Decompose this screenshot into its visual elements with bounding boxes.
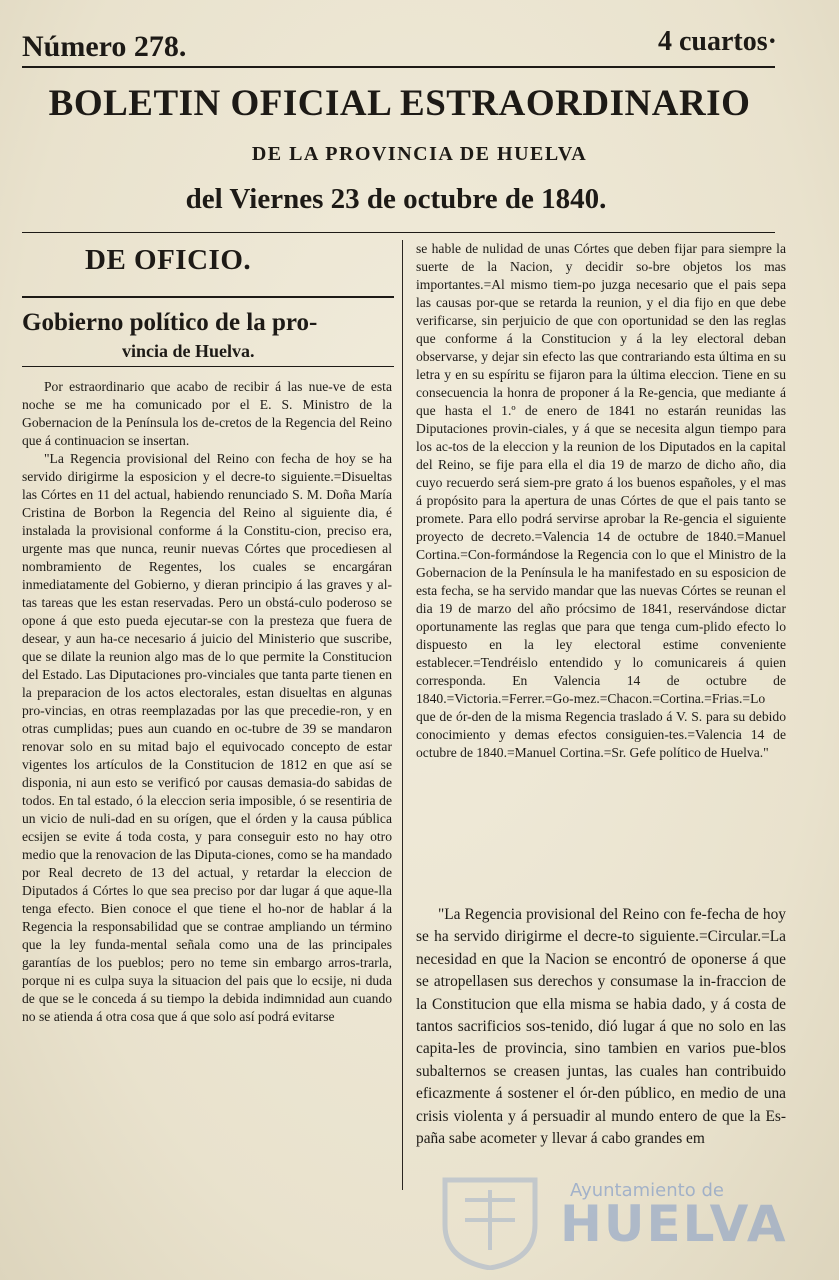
column-divider	[402, 240, 403, 1190]
right-column-second-article	[416, 904, 786, 1150]
newspaper-title: BOLETIN OFICIAL ESTRAORDINARIO	[48, 83, 751, 124]
article-title	[22, 308, 392, 366]
paragraph: "La Regencia provisional del Reino con fecha de hoy se ha servido dirigirme la esposicion y el decre-to siguiente.=Disueltas las Córtes en 11 del actual, habiendo renunciado S. M. Doña María Cristina de Borbon la Regencia del Reino al siguiente dia, é instalada la provisional conforme á la Constitu-cion, preciso era, urgente mas que nunca, reunir nuevas Córtes que procediesen al nombramiento de Regentes, los cuales se encargáran inmediatamente del Gobierno, y dieran principio á las graves y al-tas tareas que les estan reservadas. Pero un obstá-culo poderoso se opone á que esto pueda ejecutar-se con la presteza que fuera de desear, y aun ha-ce necesario á juicio del Ministerio que suscribe, que se dilate la reunion algo mas de lo que permite la Constitucion del Estado. Las Diputaciones pro-vinciales que tanta parte tienen en la preparacion de los actos electorales, estan disueltas en algunas pro-vincias, en otras reemplazadas por las que precedie-ron, y en otras cumplidas; pues aun cuando en oc-tubre de 39 se mandaron renovar solo en su mitad bajo el equivocado concepto de estar vigentes los artículos de la Constitucion de 1812 en que así se disponia, ni aun esto se verificó por causas demasia-do sabidas de todos. En tal estado, ó la eleccion seria imposible, ó se resentiria de un vicio de nuli-dad en su orígen, que el órden y la causa pública ecsijen se evite á toda costa, y para conseguir esto no hay otro medio que la renovacion de las Diputa-ciones, como se ha mandado por Real decreto de 13 del actual, y retardar la eleccion de Diputados á Córtes lo que sea preciso por dar lugar á que aque-lla tenga efecto. Bien conoce el que tiene el ho-nor de hablar á la Regencia la responsabilidad que se contrae ampliando un término que la ley funda-mental señala como una de las principales garantías de los pueblos; pero no teme sin embargo arros-trarla, porque ni es culpa suya la situacion del pais que lo ecsije, ni duda de que se le conceda á su tiempo la debida indimnidad aun cuando no se atienda á otra cosa que á que solo así podrá evitarse	[22, 451, 392, 1024]
watermark-line2: HUELVA	[560, 1195, 788, 1253]
article-title-line2: vincia de Huelva.	[122, 341, 255, 361]
right-column-text	[416, 240, 786, 762]
article-title-line1: Gobierno político de la pro-	[22, 309, 318, 336]
issue-date: del Viernes 23 de octubre de 1840.	[185, 183, 607, 215]
section-heading: DE OFICIO.	[85, 244, 252, 276]
paragraph: se hable de nulidad de unas Córtes que deben fijar para siempre la suerte de la Nacion, y decidir so-bre objetos los mas importantes.=Al mismo tiem-po juzga necesario que el pais sepa las causas por-que se retarda la reunion, y el dia fijo en que debe verificarse, sin perjuicio de que con oportunidad se den las reglas que conforme á la Constitucion y á la ley electoral deban observarse, y dejar sin efecto las que contrariando esta última en su letra y en su espíritu se fijaron para la última eleccion. Tiene en su consecuencia la honra de proponer á la Re-gencia, que mediante á que hasta el 1.º de enero de 1841 no estarán reunidas las Diputaciones provin-ciales, y á que se necesita algun tiempo para los ac-tos de la eleccion y la reunion de los Diputados en la capital del Reino, se fije para ella el dia 19 de marzo de dicho año, dia cuyo recuerdo será siem-pre grato á los buenos españoles, y el mas á propósito para la apertura de unas Córtes de que el pais tanto se promete. Para ello podrá servirse aprobar la Re-gencia el siguiente proyecto de decreto.=Valencia 14 de octubre de 1840.=Manuel Cortina.=Con-formándose la Regencia con lo que el Ministro de la Gobernacion de la Península le ha manifestado en su esposicion de esta fecha, se ha servido mandar que las nuevas Córtes se reunan el dia 19 de marzo del año prócsimo de 1841, reservándose dictar oportunamente las reglas que para que tenga cum-plido efecto lo dispuesto en la ley electoral estime conveniente establecer.=Tendréislo entendido y lo comunicareis á quien corresponda. En Valencia 14 de octubre de 1840.=Victoria.=Ferrer.=Go-mez.=Chacon.=Cortina.=Frias.=Lo que de ór-den de la misma Regencia traslado á V. S. para su debido conocimiento y demas efectos consiguien-tes.=Valencia 14 de octubre de 1840.=Manuel Cortina.=Sr. Gefe político de Huelva."	[416, 241, 786, 760]
issue-number: Número 278.	[22, 30, 187, 63]
masthead-rule	[22, 66, 775, 68]
article-rule	[22, 366, 394, 367]
paragraph: "La Regencia provisional del Reino con fe-fecha de hoy se ha servido dirigirme el decre-to siguiente.=Circular.=La necesidad en que la Nacion se encontró de oponerse á que se atropellasen sus derechos y consumase la in-fraccion de la Constitucion que ella misma se habia dado, y á costa de tantos sacrificios sos-tenido, dió lugar á que no solo en las capita-les de provincia, sino tambien en varios pue-blos subalternos se creasen juntas, las cuales han contribuido eficazmente á sostener el ór-den público, en medio de una crisis violenta y á persuadir al mundo entero de que la Es-paña sabe acometer y llevar á cabo grandes em	[416, 906, 786, 1148]
watermark-shield-icon	[435, 1170, 545, 1270]
date-rule	[22, 232, 775, 233]
masthead-top-row	[22, 26, 777, 70]
watermark-line1: Ayuntamiento de	[570, 1180, 724, 1201]
newspaper-subtitle: DE LA PROVINCIA DE HUELVA	[251, 143, 588, 165]
paragraph: Por estraordinario que acabo de recibir á las nue-ve de esta noche se me ha comunicado por el E. S. Ministro de la Gobernacion de la Península los de-cretos de la Regencia del Reino que á continuacion se insertan.	[22, 379, 392, 448]
section-rule	[22, 296, 394, 298]
issue-price: 4 cuartos·	[658, 26, 777, 57]
left-column-text	[22, 378, 392, 1026]
